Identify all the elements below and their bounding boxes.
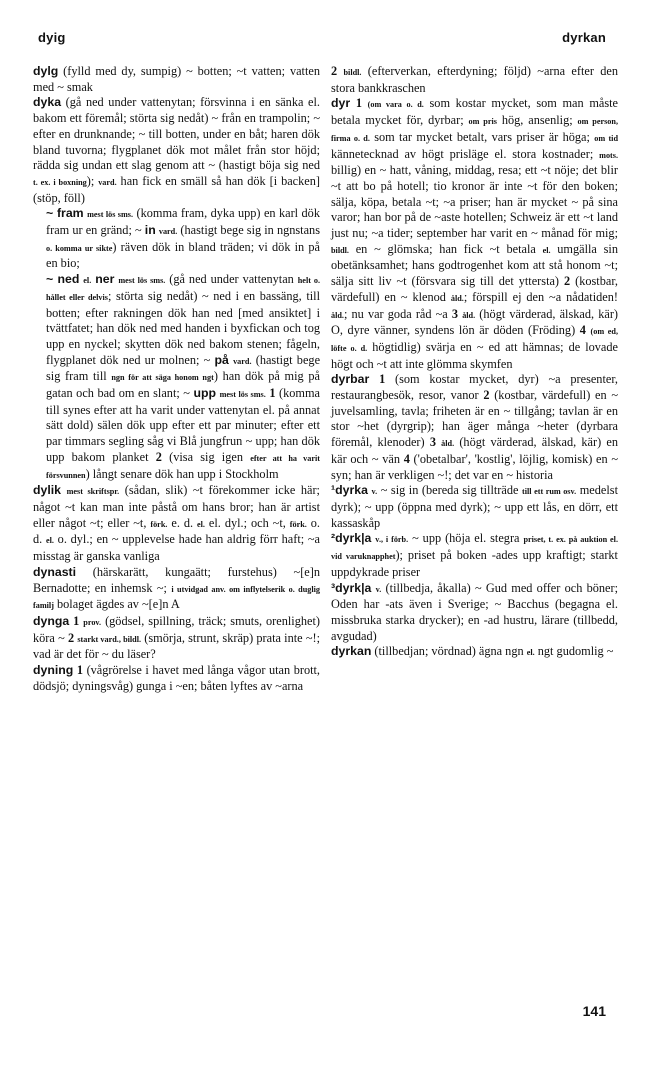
definition: (sådan, slik) ~t förekommer icke här; något ~t kan man inte påstå om hans bror; han är artist eller något ~t; eller ~t, — [33, 483, 320, 530]
usage-note: bildl. — [331, 245, 349, 255]
right-column — [331, 64, 618, 661]
usage-note: bildl. — [343, 68, 362, 77]
definition: (efterverkan, efterdyning; följd) ~arna efter den stora bankkraschen — [331, 64, 619, 95]
definition: bolaget ägdes av ~[e]n A — [53, 597, 180, 612]
sense-number: 1 — [355, 96, 362, 111]
definition: (komma till synes efter att ha varit under vattenytan el. på annat sätt dold) sälen dök upp efter ett par minuter; efter ett par timmars segling såg vi Blå jungfrun ~ upp; han dök upp bakom planket — [46, 386, 321, 464]
subheadword: ner — [95, 272, 115, 287]
definition: (gå ned under vattenytan; försvinna i en sänka el. bakom ett föremål; störta sig nedåt) ~ från en trampolin; ~ efter en drunknande; ~ till botten, under en båt; haren dök bland tuvorna; flygplanet dök mot målet från stor höjd; rädda sig undan ett slag genom att ~ (hastigt böja sig ned — [33, 95, 320, 173]
usage-note: efter att ha varit försvunnen — [46, 453, 320, 480]
sense-number: 2 — [331, 64, 338, 78]
subheadword: upp — [193, 386, 217, 401]
usage-note: mots. — [599, 150, 618, 160]
entry-dyka-ned — [33, 272, 320, 483]
usage-note: el. — [83, 276, 92, 286]
headword: dyrkan — [331, 644, 372, 659]
definition: han fick en smäll så han dök [i backen] (stöp, föll) — [33, 173, 320, 205]
subheadword: in — [144, 223, 156, 238]
definition: (höja el. stegra — [445, 531, 524, 546]
usage-note: vard. — [98, 177, 117, 187]
definition: medelst dyrk); ~ upp — [331, 483, 618, 514]
definition: el. dyl.; och ~t, — [204, 515, 290, 530]
usage-note: o. komma ur sikte — [46, 243, 113, 253]
usage-note: el. — [526, 648, 535, 658]
sense-number: 1 — [76, 663, 84, 678]
usage-note: förk. — [289, 519, 307, 529]
subheadword: ~ ned — [46, 272, 80, 287]
usage-note: vard. — [158, 227, 178, 237]
sense-number: 4 — [403, 451, 410, 466]
usage-note: prov. — [83, 617, 102, 627]
entry-dynasti — [33, 565, 320, 614]
usage-note: mest lös sms. — [219, 390, 266, 400]
definition: (härskarätt, kungaätt; furstehus) ~[e]n Bernadotte; en inhemsk ~; — [33, 564, 320, 595]
entry-dylig — [33, 64, 320, 95]
definition: (visa sig igen — [161, 449, 251, 464]
sense-number: 2 — [564, 274, 571, 289]
definition: (gödsel, spillning, träck; smuts, orenlighet) köra ~ — [33, 613, 320, 645]
definition: (tillbedjan; vördnad) ägna ngn — [374, 644, 527, 659]
definition: ) långt senare dök han upp i Stockholm — [85, 466, 279, 481]
sense-number: 3 — [451, 306, 459, 321]
entry-dyka-fram — [33, 206, 320, 272]
usage-note: om tid — [594, 133, 619, 143]
headword: dynasti — [33, 564, 77, 579]
usage-note: (om ed, löfte o. d. — [331, 327, 619, 353]
definition: ); — [86, 173, 99, 188]
definition: en ~ glömska; han fick ~t betala — [348, 241, 543, 256]
definition: (tillbedja, åkalla) ~ Gud med offer och böner; Oden har -ats även i Sverige; ~ Bacchus (begagna el. missbruka starka drycker); en -ad hustru, lärare (tillbedd, avgudad) — [331, 580, 618, 643]
entry-dylik — [33, 483, 320, 565]
definition: ); priset på boken -ades upp kraftigt; starkt uppdykrade priser — [331, 548, 618, 579]
headword: dyr — [331, 96, 351, 111]
usage-note: åld. — [331, 310, 344, 320]
sense-number: 4 — [579, 323, 586, 338]
definition: som tar mycket betalt, vars priser är höga; — [369, 129, 595, 144]
definition: hög, ansenlig; — [496, 113, 578, 128]
usage-note: i utvidgad anv. om inflytelserik o. duglig familj — [33, 584, 320, 611]
usage-note: åld. — [462, 310, 476, 320]
usage-note: åld. — [450, 293, 464, 303]
running-head-right: dyrkan — [562, 30, 606, 45]
entry-dyr — [331, 96, 618, 372]
running-head-left: dyig — [38, 30, 66, 45]
usage-note: om pris — [468, 117, 497, 127]
definition: (hastigt bege sig in ngnstans — [180, 223, 320, 238]
usage-note: v., i förb. — [375, 535, 409, 545]
headword: dynga — [33, 613, 70, 628]
usage-note: åld. — [441, 439, 455, 449]
usage-note: priset, t. ex. på auktion el. vid varuknapphet — [331, 535, 618, 562]
definition: ) han dök på mig på gatan och bad om en slant; ~ — [46, 369, 321, 401]
usage-note: t. ex. i boxning — [33, 177, 87, 187]
entry-dyrka-1 — [331, 483, 618, 531]
entry-dyrka-2 — [331, 531, 618, 580]
sense-number: 2 — [67, 630, 75, 645]
sense-number: 2 — [483, 388, 490, 403]
left-column — [33, 64, 320, 694]
usage-note: vard. — [233, 356, 252, 366]
sense-number: 1 — [269, 386, 276, 401]
definition: högtidlig) svärja en ~ ed att hämnas; de lovade högt och ~t att inte glömma skymfen — [331, 339, 618, 371]
usage-note: mest skriftspr. — [66, 487, 120, 497]
headword: ¹dyrka — [331, 483, 368, 498]
definition: kännetecknad av högt prisläge el. stora kostnader; — [331, 146, 600, 161]
sense-number: 3 — [429, 435, 436, 450]
sense-number: 1 — [379, 372, 386, 387]
definition: (öppna med dyrk); ~ upp ett lås, en dörr, ett kassaskåp — [331, 499, 618, 530]
usage-note: v. — [371, 487, 378, 497]
headword: dylg — [33, 64, 59, 78]
entry-dyrbar — [331, 372, 618, 483]
definition: (smörja, strunt, skräp) prata inte ~!; vad är det för ~ du läser? — [33, 630, 320, 662]
definition: billig) en ~ hatt, våning, middag, resa; ett ~t nöje; det blir ~t att bo på hotell; tio kronor är inte ~t för den boken; sälja, köpa, betala ~t; ~a priser; han är mycket ~ på sina varor; han bor på de ~aste hotellen; Schweiz är ett ~t land just nu; ~a tider; september har varit en ~ månad för mig; — [331, 163, 618, 241]
entry-dyning — [33, 663, 320, 694]
definition: ; störta sig nedåt) ~ ned i en bassäng, till botten; efter rakningen dök han ned [med ansiktet] i tvättfatet; han dök ned med handen i byxfickan och tog upp en nyckel; skytten dök ned bakom stenen; fågeln, flygplanet dök ned ur molnen; ~ — [46, 288, 320, 367]
headword: dylik — [33, 483, 62, 498]
headword: ³dyrk|a — [331, 580, 372, 595]
usage-note: el. — [197, 519, 205, 529]
entry-dyka — [33, 95, 320, 206]
definition: (gå ned under vattenytan — [169, 272, 298, 287]
usage-note: v. — [375, 584, 382, 594]
definition: (kostbar, värdefull) en ~ klenod — [331, 274, 618, 304]
headword: dyrbar — [331, 372, 370, 387]
usage-note: till ett rum osv. — [522, 487, 577, 497]
definition: (högt värderad, älskad, kär) O, dyre vänner, syndens lön är döden (Fröding) — [331, 306, 619, 338]
page-number: 141 — [582, 1003, 606, 1019]
definition: o. dyl.; en ~ upplevelse hade han aldrig förr haft; ~a misstag är ganska vanliga — [33, 532, 321, 564]
definition: som kostar mycket, som man måste betala mycket för, dyrbar; — [331, 96, 619, 128]
entry-dyrkan — [331, 644, 618, 661]
subheadword: på — [214, 352, 229, 367]
usage-note: mest lös sms. — [118, 276, 166, 286]
headword: ²dyrk|a — [331, 531, 372, 546]
usage-note: mest lös sms. — [87, 210, 134, 220]
definition: (komma fram, dyka upp) en karl dök fram ur en gränd; ~ — [46, 206, 320, 238]
definition: o. d. — [33, 515, 320, 547]
definition: (fylld med dy, sumpig) ~ botten; ~t vatten; vatten med ~ smak — [33, 64, 320, 94]
usage-note: starkt vard., bildl. — [77, 634, 142, 644]
headword: dyning — [33, 663, 74, 678]
entry-dyrka-3 — [331, 581, 618, 645]
entry-dyning-cont — [331, 64, 618, 96]
usage-note: ngn för att säga honom ngt — [111, 373, 214, 383]
usage-note: förk. — [150, 519, 168, 529]
definition: ~ upp — [408, 531, 446, 546]
usage-note: helt o. hållet eller delvis — [46, 276, 321, 302]
definition: ('obetalbar', 'kostlig', löjlig, komisk) en ~ syn; han är verkligen ~!; det var en ~ historia — [331, 451, 618, 482]
definition: umgälla sin obetänksamhet; hans godtrogenhet kom att stå honom ~t; sälja sitt liv ~t (försvara sig till det yttersta) — [331, 241, 618, 289]
definition: e. d. — [167, 515, 198, 530]
sense-number: 1 — [73, 613, 80, 628]
headword: dyka — [33, 95, 62, 110]
usage-note: el. — [542, 245, 551, 255]
definition: (högt värderad, älskad, kär) en kär och ~ vän — [331, 435, 618, 466]
definition: (hastigt bege sig fram till — [46, 352, 321, 384]
usage-note: (om vara o. d. — [367, 100, 424, 110]
definition: (kostbar, värdefull) en ~ juvelsamling, tavla; friheten är en ~ tillgång; tavlan är en stor ~het (dyrgrip); han äger många ~heter (dyrbara föremål, klenoder) — [331, 388, 619, 450]
usage-note: om person, firma o. d. — [331, 117, 619, 143]
definition: ) räven dök in bland träden; vi dök in på en bio; — [46, 239, 320, 271]
entry-dynga — [33, 614, 320, 663]
usage-note: el. — [45, 536, 54, 546]
sense-number: 2 — [155, 449, 162, 464]
definition: (som kostar mycket, dyr) ~a presenter, restaurangbesök, resor, vanor — [331, 372, 619, 403]
definition: ngt gudomlig ~ — [534, 644, 614, 659]
definition: (vågrörelse i havet med långa vågor utan brott, dödsjö; dyningsvåg) gunga i ~en; båten lyftes av ~arna — [33, 663, 320, 693]
definition: ; förspill ej den ~a nådatiden! — [463, 289, 618, 304]
definition: ; nu var goda råd ~a — [343, 306, 452, 321]
subheadword: ~ fram — [46, 206, 84, 221]
definition: ~ sig in (bereda sig tillträde — [377, 483, 523, 498]
